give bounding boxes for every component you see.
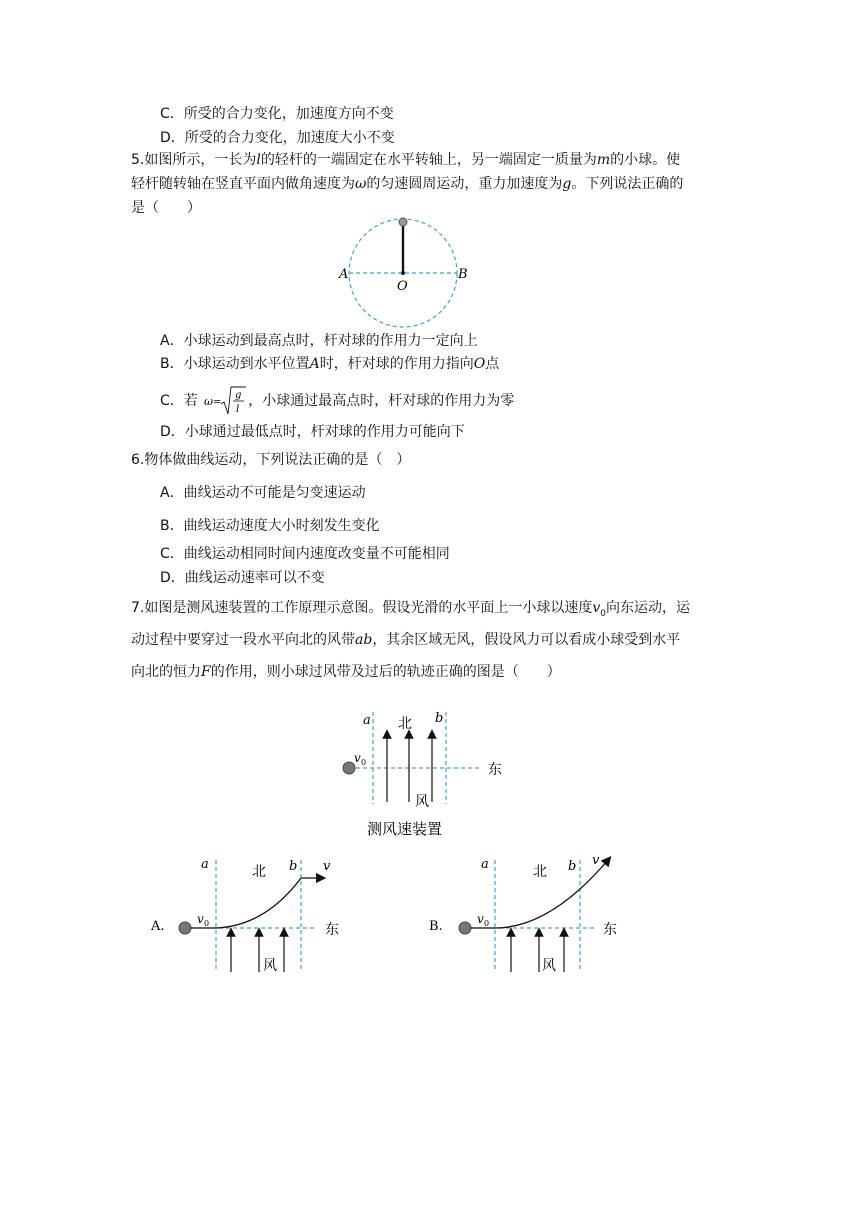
omega-formula	[202, 386, 248, 416]
stem-text: 的匀速圆周运动，重力加速度为	[366, 176, 563, 192]
stem-text: 5.如图所示，一长为	[131, 152, 257, 168]
label-wind: 风	[263, 958, 277, 974]
q5-option-c	[160, 386, 514, 414]
label-b: b	[435, 711, 444, 726]
var-f: F	[201, 664, 211, 680]
label-a: a	[363, 713, 371, 728]
q5-option-a	[160, 331, 478, 351]
label-north: 北	[533, 864, 547, 880]
label-east: 东	[603, 922, 617, 938]
var-g: g	[562, 176, 572, 192]
option-letter: C．	[160, 546, 184, 562]
stem-text: 7.如图是测风速装置的工作原理示意图。假设光滑的水平面上一小球以速度	[131, 600, 593, 616]
stem-text: 的作用，则小球过风带及过后的轨迹正确的图是（ ）	[210, 664, 561, 680]
q4-option-d	[160, 128, 395, 148]
q7-figure-option-b	[425, 850, 640, 976]
stem-text: 向东运动，运	[606, 600, 691, 616]
var-a: A	[309, 356, 320, 372]
option-letter: C．	[160, 393, 184, 409]
sqrt-sign	[221, 387, 246, 414]
stem-text: 的小球。使	[610, 152, 681, 168]
small-ball	[459, 922, 471, 934]
var-o: O	[473, 356, 486, 372]
q6-option-d	[160, 568, 325, 588]
var-m: m	[596, 152, 611, 168]
subscript-0: 0	[600, 608, 607, 619]
stem-text: 向北的恒力	[131, 664, 201, 680]
stem-text: 。下列说法正确的	[571, 176, 684, 192]
label-sub0: 0	[361, 758, 367, 767]
option-text: 所受的合力变化，加速度方向不变	[183, 106, 394, 122]
q7-stem-line2	[131, 630, 680, 650]
option-letter: A．	[160, 485, 184, 501]
option-text: 小球运动到最高点时，杆对球的作用力一定向上	[183, 333, 478, 349]
q5-stem-line2	[131, 174, 683, 194]
option-letter: D．	[160, 130, 185, 146]
label-north: 北	[398, 716, 412, 732]
label-east: 东	[325, 922, 339, 938]
numerator-g: g	[235, 390, 242, 401]
label-wind: 风	[542, 958, 556, 974]
q5-stem-line1	[131, 150, 680, 170]
label-b: b	[289, 859, 298, 874]
var-ab: ab	[355, 632, 373, 648]
var-v: v	[592, 600, 601, 616]
small-ball	[179, 922, 191, 934]
option-letter: B．	[160, 356, 184, 372]
option-letter: C．	[160, 106, 184, 122]
q6-stem	[131, 450, 410, 470]
label-a: A	[339, 267, 349, 282]
option-text: 曲线运动速度大小时刻发生变化	[183, 518, 380, 534]
q6-option-b	[160, 516, 380, 536]
option-label: B.	[429, 919, 443, 934]
small-ball	[399, 218, 407, 226]
option-text: 小球通过最低点时，杆对球的作用力可能向下	[184, 424, 465, 440]
label-b: b	[568, 859, 577, 874]
option-text: 所受的合力变化，加速度大小不变	[184, 130, 395, 146]
option-text: ，小球通过最高点时，杆对球的作用力为零	[248, 393, 515, 409]
q7-figure-option-a	[145, 850, 360, 976]
option-label: A.	[151, 919, 165, 934]
omega-symbol: ω	[204, 395, 214, 408]
q6-option-c	[160, 544, 450, 564]
label-a: a	[201, 857, 209, 872]
label-v: v	[323, 859, 331, 874]
option-text: 时，杆对球的作用力指向	[319, 356, 474, 372]
q7-wind-device-figure	[330, 700, 530, 842]
option-text: 小球运动到水平位置	[183, 356, 310, 372]
option-letter: D．	[160, 570, 185, 586]
stem-text: 6.物体做曲线运动，下列说法正确的是（ ）	[131, 452, 411, 468]
label-a: a	[481, 857, 489, 872]
label-east: 东	[488, 762, 502, 778]
option-text: 点	[485, 356, 500, 372]
option-text: 曲线运动不可能是匀变速运动	[183, 485, 366, 501]
label-b: B	[458, 267, 468, 282]
q5-option-d	[160, 422, 465, 442]
label-v: v	[354, 751, 361, 765]
stem-text: 轻杆随转轴在竖直平面内做角速度为	[131, 176, 355, 192]
q5-circle-figure	[330, 212, 480, 332]
label-v: v	[592, 853, 600, 868]
stem-text: ，其余区域无风，假设风力可以看成小球受到水平	[372, 632, 681, 648]
denominator-l: l	[236, 404, 240, 415]
label-wind: 风	[415, 794, 429, 810]
label-north: 北	[252, 864, 266, 880]
q7-stem-line3	[131, 662, 561, 682]
q6-option-a	[160, 483, 366, 503]
option-letter: A．	[160, 333, 184, 349]
q7-stem-line1	[131, 598, 690, 624]
var-l: l	[256, 152, 261, 168]
q5-stem-line3	[131, 198, 201, 218]
stem-text: 是（ ）	[131, 200, 201, 216]
label-v0: v	[197, 912, 204, 926]
option-text: 曲线运动相同时间内速度改变量不可能相同	[183, 546, 450, 562]
stem-text: 的轻杆的一端固定在水平转轴上，另一端固定一质量为	[260, 152, 597, 168]
label-sub0: 0	[484, 919, 490, 928]
figure-caption: 测风速装置	[367, 820, 443, 838]
option-letter: D．	[160, 424, 185, 440]
label-sub0: 0	[204, 919, 210, 928]
q5-option-b	[160, 354, 499, 374]
label-o: O	[397, 279, 408, 294]
option-text: 若	[183, 393, 198, 409]
equals-sign: =	[213, 397, 222, 408]
option-letter: B．	[160, 518, 184, 534]
label-v0: v	[477, 912, 484, 926]
axis-point	[401, 271, 405, 275]
option-text: 曲线运动速率可以不变	[184, 570, 325, 586]
var-omega: ω	[355, 176, 367, 192]
q4-option-c	[160, 104, 394, 124]
stem-text: 动过程中要穿过一段水平向北的风带	[131, 632, 355, 648]
